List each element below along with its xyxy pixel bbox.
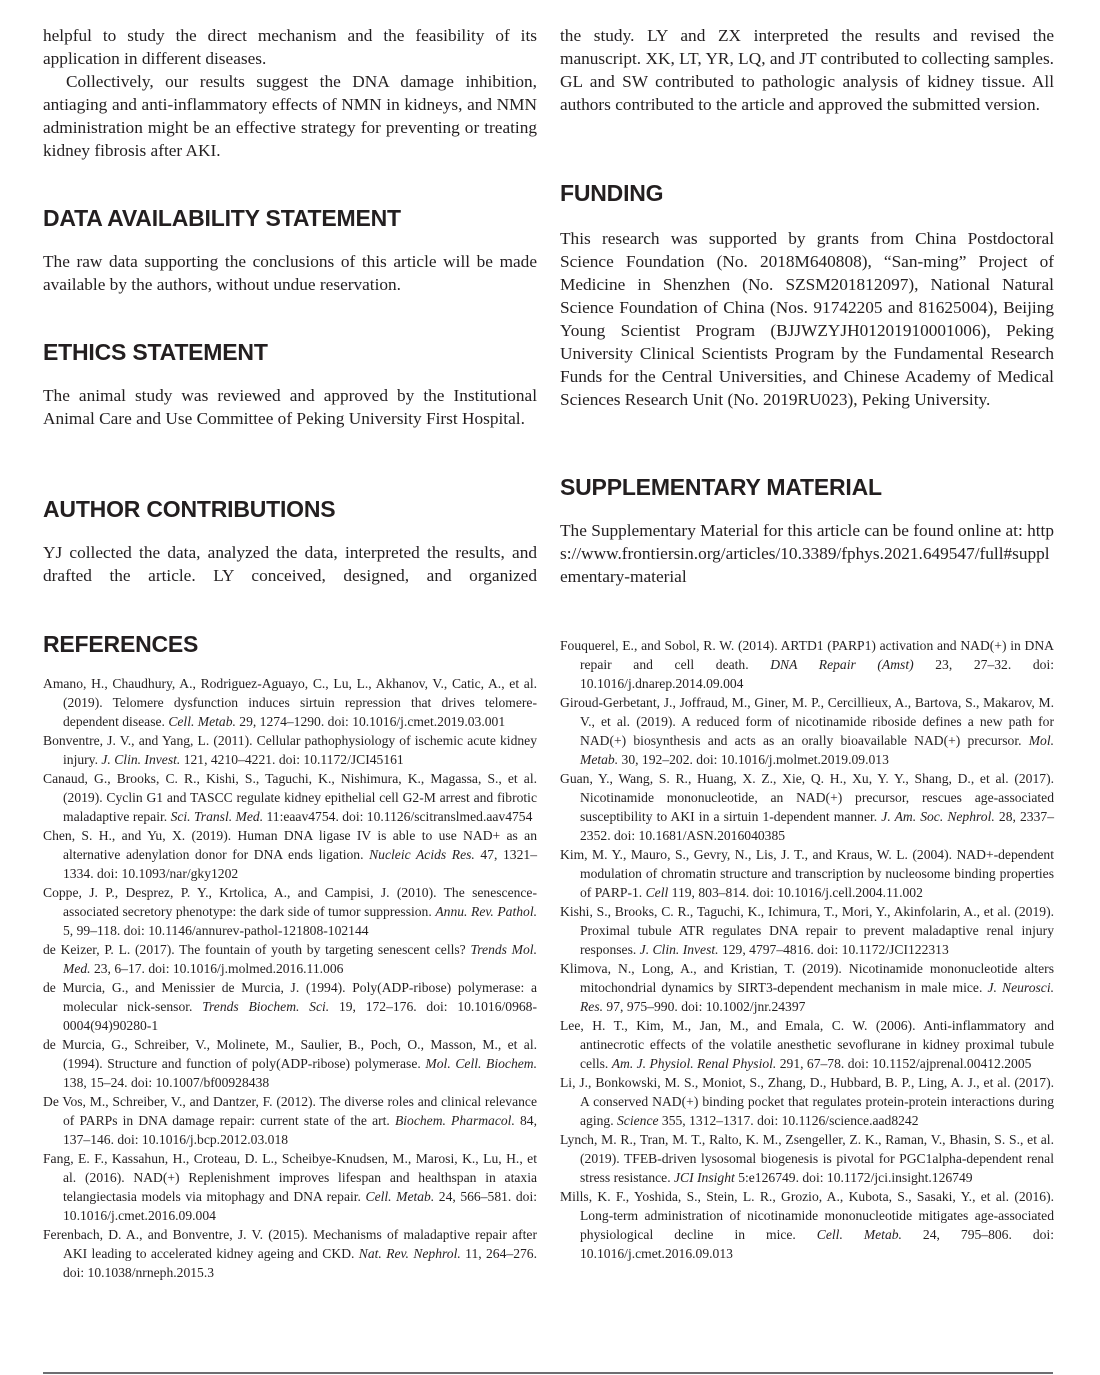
reference-journal: JCI Insight <box>674 1170 735 1185</box>
reference-journal: Am. J. Physiol. Renal Physiol. <box>611 1056 777 1071</box>
reference-item <box>560 693 1054 769</box>
reference-citation: Kishi, S., Brooks, C. R., Taguchi, K., Ichimura, T., Mori, Y., Akinfolarin, A., et al. (2019). Proximal tubule ATR regulates DNA repair to prevent maladaptive renal injury responses. <box>560 904 1054 957</box>
reference-doi[interactable]: 29, 1274–1290. doi: 10.1016/j.cmet.2019.03.001 <box>235 714 506 729</box>
reference-item <box>560 636 1054 693</box>
supplementary-heading: SUPPLEMENTARY MATERIAL <box>560 474 882 500</box>
reference-citation: De Vos, M., Schreiber, V., and Dantzer, F. (2012). The diverse roles and clinical relevance of PARPs in DNA damage repair: current state of the art. <box>43 1094 537 1128</box>
reference-journal: Science <box>617 1113 659 1128</box>
reference-journal: J. Clin. Invest. <box>639 942 719 957</box>
reference-journal: Mol. Cell. Biochem. <box>425 1056 538 1071</box>
reference-doi[interactable]: 5:e126749. doi: 10.1172/jci.insight.126749 <box>734 1170 973 1185</box>
reference-journal: J. Clin. Invest. <box>101 752 181 767</box>
reference-item <box>43 674 537 731</box>
reference-doi[interactable]: 97, 975–990. doi: 10.1002/jnr.24397 <box>603 999 806 1014</box>
reference-doi[interactable]: 121, 4210–4221. doi: 10.1172/JCI45161 <box>180 752 404 767</box>
reference-citation: Klimova, N., Long, A., and Kristian, T. (2019). Nicotinamide mononucleotide alters mitochondrial dynamics by SIRT3-dependent mechanism in male mice. <box>560 961 1054 995</box>
data-availability-section <box>43 204 537 296</box>
reference-doi[interactable]: 30, 192–202. doi: 10.1016/j.molmet.2019.09.013 <box>618 752 889 767</box>
reference-item <box>560 769 1054 845</box>
reference-journal: Biochem. Pharmacol. <box>394 1113 515 1128</box>
author-contributions-section <box>43 495 537 587</box>
funding-section <box>560 179 1054 411</box>
reference-doi[interactable]: 138, 15–24. doi: 10.1007/bf00928438 <box>63 1075 270 1090</box>
reference-citation: Fang, E. F., Kassahun, H., Croteau, D. L., Scheibye-Knudsen, M., Marosi, K., Lu, H., et al. (2016). NAD(+) Replenishment improves lifespan and healthspan in ataxia telangiectasia models via mitophagy and DNA repair. <box>43 1151 537 1204</box>
references-heading: REFERENCES <box>43 631 199 657</box>
reference-citation: Chen, S. H., and Yu, X. (2019). Human DNA ligase IV is able to use NAD+ as an alternative adenylation donor for DNA ends ligation. <box>43 828 537 862</box>
author-contributions-text-cont: the study. LY and ZX interpreted the results and revised the manuscript. XK, LT, YR, LQ, and JT contributed to collecting samples. GL and SW contributed to pathologic analysis of kidney tissue. All authors contributed to the article and approved the submitted version. <box>560 26 1054 114</box>
reference-doi[interactable]: 28, 2337–2352. doi: 10.1681/ASN.2016040385 <box>580 809 1054 843</box>
reference-citation: de Murcia, G., Schreiber, V., Molinete, M., Saulier, B., Poch, O., Masson, M., et al. (1994). Structure and function of poly(ADP-ribose) polymerase. <box>43 1037 537 1071</box>
reference-citation: de Murcia, G., and Menissier de Murcia, J. (1994). Poly(ADP-ribose) polymerase: a molecular nick-sensor. <box>43 980 537 1014</box>
reference-journal: J. Am. Soc. Nephrol. <box>881 809 995 824</box>
reference-doi[interactable]: 23, 6–17. doi: 10.1016/j.molmed.2016.11.006 <box>90 961 344 976</box>
reference-journal: Annu. Rev. Pathol. <box>435 904 538 919</box>
reference-item <box>560 959 1054 1016</box>
reference-journal: Cell <box>645 885 669 900</box>
reference-citation: Lynch, M. R., Tran, M. T., Ralto, K. M., Zsengeller, Z. K., Raman, V., Bhasin, S. S., et al. (2019). TFEB-driven lysosomal biogenesis is pivotal for PGC1alpha-dependent renal stress resistance. <box>560 1132 1054 1185</box>
reference-citation: Lee, H. T., Kim, M., Jan, M., and Emala, C. W. (2006). Anti-inflammatory and antinecrotic effects of the volatile anesthetic sevoflurane in kidney proximal tubule cells. <box>560 1018 1054 1071</box>
intro-paragraph-1: helpful to study the direct mechanism and the feasibility of its application in different diseases. <box>43 26 537 68</box>
reference-citation: Ferenbach, D. A., and Bonventre, J. V. (2015). Mechanisms of maladaptive repair after AKI leading to accelerated kidney ageing and CKD. <box>43 1227 537 1261</box>
reference-item <box>43 940 537 978</box>
footer-divider <box>43 1372 1053 1374</box>
reference-doi[interactable]: 119, 803–814. doi: 10.1016/j.cell.2004.11.002 <box>668 885 923 900</box>
supplementary-section <box>560 473 1054 588</box>
reference-item <box>43 1092 537 1149</box>
reference-item <box>43 826 537 883</box>
author-contributions-text: YJ collected the data, analyzed the data, interpreted the results, and drafted the article. LY conceived, designed, and organized <box>43 543 537 585</box>
reference-citation: Guan, Y., Wang, S. R., Huang, X. Z., Xie, Q. H., Xu, Y. Y., Shang, D., et al. (2017). Nicotinamide mononucleotide, an NAD(+) precursor, rescues age-associated susceptibility to AKI in a sirtuin 1-dependent manner. <box>560 771 1054 824</box>
reference-doi[interactable]: 19, 172–176. doi: 10.1016/0968-0004(94)90280-1 <box>63 999 537 1033</box>
reference-citation: Mills, K. F., Yoshida, S., Stein, L. R., Grozio, A., Kubota, S., Sasaki, Y., et al. (2016). Long-term administration of nicotinamide mononucleotide mitigates age-associated physiological decline in mice. <box>560 1189 1054 1242</box>
reference-item <box>560 1187 1054 1263</box>
reference-doi[interactable]: 11, 264–276. doi: 10.1038/nrneph.2015.3 <box>63 1246 537 1280</box>
reference-item <box>560 902 1054 959</box>
reference-journal: Cell. Metab. <box>816 1227 902 1242</box>
reference-item <box>560 1073 1054 1130</box>
ethics-text: The animal study was reviewed and approved by the Institutional Animal Care and Use Committee of Peking University First Hospital. <box>43 386 537 428</box>
reference-citation: Coppe, J. P., Desprez, P. Y., Krtolica, A., and Campisi, J. (2010). The senescence-associated secretory phenotype: the dark side of tumor suppression. <box>43 885 537 919</box>
left-column-top <box>43 24 537 162</box>
supplementary-text <box>560 519 1054 588</box>
reference-journal: Nat. Rev. Nephrol. <box>358 1246 461 1261</box>
data-availability-text: The raw data supporting the conclusions of this article will be made available by the authors, without undue reservation. <box>43 252 537 294</box>
references-heading-wrap <box>43 630 537 658</box>
reference-journal: DNA Repair (Amst) <box>770 657 914 672</box>
reference-item <box>560 1130 1054 1187</box>
reference-citation: Canaud, G., Brooks, C. R., Kishi, S., Taguchi, K., Nishimura, K., Magassa, S., et al. (2019). Cyclin G1 and TASCC regulate kidney epithelial cell G2-M arrest and fibrotic maladaptive repair. <box>43 771 537 824</box>
reference-journal: Cell. Metab. <box>168 714 236 729</box>
reference-item <box>43 1225 537 1282</box>
reference-doi[interactable]: 11:eaav4754. doi: 10.1126/scitranslmed.aav4754 <box>263 809 533 824</box>
funding-heading: FUNDING <box>560 180 664 206</box>
reference-journal: Nucleic Acids Res. <box>369 847 475 862</box>
reference-journal: Sci. Transl. Med. <box>170 809 264 824</box>
reference-item <box>43 1149 537 1225</box>
data-availability-heading: DATA AVAILABILITY STATEMENT <box>43 205 401 231</box>
reference-citation: de Keizer, P. L. (2017). The fountain of youth by targeting senescent cells? <box>43 942 471 957</box>
reference-item <box>43 883 537 940</box>
references-list-left <box>43 674 537 1282</box>
reference-journal: J. Neurosci. Res. <box>580 980 1055 1014</box>
reference-item <box>43 769 537 826</box>
reference-citation: Li, J., Bonkowski, M. S., Moniot, S., Zhang, D., Hubbard, B. P., Ling, A. J., et al. (2017). A conserved NAD(+) binding pocket that regulates protein-protein interactions during aging. <box>560 1075 1054 1128</box>
reference-item <box>43 978 537 1035</box>
reference-citation: Bonventre, J. V., and Yang, L. (2011). Cellular pathophysiology of ischemic acute kidney injury. <box>43 733 537 767</box>
reference-doi[interactable]: 129, 4797–4816. doi: 10.1172/JCI122313 <box>718 942 949 957</box>
ethics-section <box>43 338 537 430</box>
reference-doi[interactable]: 84, 137–146. doi: 10.1016/j.bcp.2012.03.018 <box>63 1113 537 1147</box>
reference-citation: Kim, M. Y., Mauro, S., Gevry, N., Lis, J. T., and Kraus, W. L. (2004). NAD+-dependent modulation of chromatin structure and transcription by nucleosome binding properties of PARP-1. <box>560 847 1054 900</box>
reference-journal: Mol. Metab. <box>580 733 1054 767</box>
reference-doi[interactable]: 5, 99–118. doi: 10.1146/annurev-pathol-121808-102144 <box>63 923 369 938</box>
intro-paragraph-2: Collectively, our results suggest the DNA damage inhibition, antiaging and anti-inflammatory effects of NMN in kidneys, and NMN administration might be an effective strategy for preventing or treating kidney fibrosis after AKI. <box>43 72 537 160</box>
supplementary-link[interactable]: https://www.frontiersin.org/articles/10.3389/fphys.2021.649547/full#supplementary-material <box>560 521 1054 586</box>
reference-doi[interactable]: 24, 566–581. doi: 10.1016/j.cmet.2016.09.004 <box>63 1189 538 1223</box>
references-list-right <box>560 636 1054 1263</box>
reference-journal: Trends Mol. Med. <box>63 942 537 976</box>
reference-journal: Cell. Metab. <box>365 1189 435 1204</box>
reference-doi[interactable]: 24, 795–806. doi: 10.1016/j.cmet.2016.09.013 <box>580 1227 1054 1261</box>
funding-text: This research was supported by grants from China Postdoctoral Science Foundation (No. 2018M640808), “San-ming” Project of Medicine in Shenzhen (No. SZSM201812097), National Natural Science Foundation of China (Nos. 91742205 and 81625004), Beijing Young Scientist Program (BJJWZYJH01201910001006), Peking University Clinical Scientists Program by the Fundamental Research Funds for the Central Universities, and Chinese Academy of Medical Sciences Research Unit (No. 2019RU023), Peking University. <box>560 229 1054 409</box>
supplementary-text-intro: The Supplementary Material for this article can be found online at: <box>560 521 1028 540</box>
reference-doi[interactable]: 291, 67–78. doi: 10.1152/ajprenal.00412.2005 <box>776 1056 1032 1071</box>
reference-citation: Giroud-Gerbetant, J., Joffraud, M., Giner, M. P., Cercillieux, A., Bartova, S., Makarov, M. V., et al. (2019). A reduced form of nicotinamide riboside defines a new path for NAD(+) biosynthesis and acts as an orally bioavailable NAD(+) precursor. <box>560 695 1054 748</box>
reference-citation: Fouquerel, E., and Sobol, R. W. (2014). ARTD1 (PARP1) activation and NAD(+) in DNA repair and cell death. <box>560 638 1054 672</box>
author-contributions-heading: AUTHOR CONTRIBUTIONS <box>43 496 336 522</box>
reference-journal: Trends Biochem. Sci. <box>202 999 330 1014</box>
reference-citation: Amano, H., Chaudhury, A., Rodriguez-Aguayo, C., Lu, L., Akhanov, V., Catic, A., et al. (2019). Telomere dysfunction induces sirtuin repression that drives telomere-dependent disease. <box>43 676 537 729</box>
reference-item <box>560 1016 1054 1073</box>
reference-doi[interactable]: 47, 1321–1334. doi: 10.1093/nar/gky1202 <box>63 847 537 881</box>
ethics-heading: ETHICS STATEMENT <box>43 339 268 365</box>
reference-item <box>560 845 1054 902</box>
reference-item <box>43 731 537 769</box>
reference-item <box>43 1035 537 1092</box>
author-contributions-continued <box>560 24 1054 116</box>
reference-doi[interactable]: 23, 27–32. doi: 10.1016/j.dnarep.2014.09.004 <box>580 657 1054 691</box>
reference-doi[interactable]: 355, 1312–1317. doi: 10.1126/science.aad8242 <box>658 1113 919 1128</box>
